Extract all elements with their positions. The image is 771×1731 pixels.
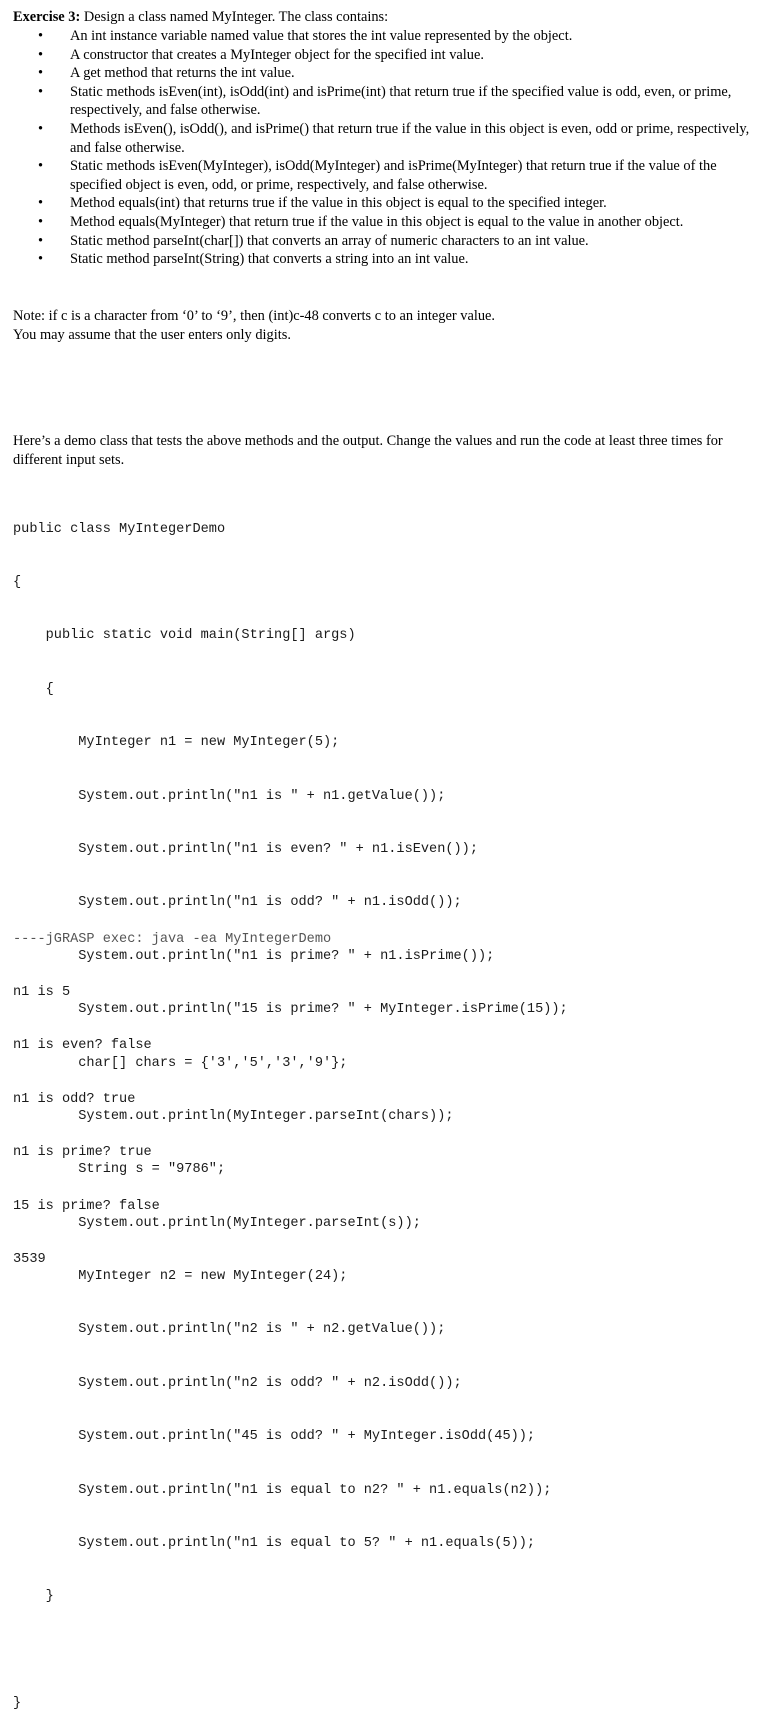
code-line: System.out.println("n2 is " + n2.getValue()); [13,1322,446,1338]
bullet-icon: • [38,195,44,212]
output-line: n1 is 5 [13,984,71,1000]
output-line: n1 is even? false [13,1038,152,1054]
list-item: • Method equals(MyInteger) that return true if the value in this object is equal to the value in another object. [38,213,684,230]
code-line: MyInteger n2 = new MyInteger(24); [13,1269,348,1285]
bullet-icon: • [38,65,44,82]
code-line: System.out.println("n1 is " + n1.getValue()); [13,788,446,804]
demo-intro: Here’s a demo class that tests the above methods and the output. Change the values and run the code at least three times for different input sets. [13,433,723,468]
code-line: System.out.println("n1 is equal to 5? " + n1.equals(5)); [13,1536,536,1552]
code-line: } [13,1589,54,1605]
output-line: n1 is prime? true [13,1145,152,1161]
exercise-heading [13,8,763,27]
exercise-description: Design a class named MyInteger. The class contains: [80,9,389,25]
bullet-icon: • [38,232,44,249]
code-line: String s = "9786"; [13,1162,226,1178]
code-line: System.out.println(MyInteger.parseInt(s)); [13,1215,421,1231]
bullet-icon: • [38,213,44,230]
code-line: System.out.println("n1 is equal to n2? " + n1.equals(n2)); [13,1482,552,1498]
code-line: char[] chars = {'3','5','3','9'}; [13,1055,348,1071]
bullet-icon: • [38,46,44,63]
code-line: } [13,1696,22,1712]
bullet-icon: • [38,83,44,100]
exec-line: ----jGRASP exec: java -ea MyIntegerDemo [13,931,332,947]
output-line: n1 is odd? true [13,1091,136,1107]
list-item: • Method equals(int) that returns true if the value in this object is equal to the specified integer. [38,195,607,212]
console-output [13,895,331,1287]
list-item: • A get method that returns the int value. [38,65,295,82]
list-item: • Static method parseInt(String) that converts a string into an int value. [38,251,469,268]
note-block [13,307,763,344]
list-item: • Methods isEven(), isOdd(), and isPrime() that return true if the value in this object is even, odd or prime, respectively, and false otherwise. [38,120,750,156]
bullet-icon: • [38,28,44,44]
code-line: System.out.println(MyInteger.parseInt(chars)); [13,1108,454,1124]
code-line: System.out.println("n1 is prime? " + n1.isPrime()); [13,948,495,964]
list-item: • Static method parseInt(char[]) that converts an array of numeric characters to an int value. [38,232,589,249]
exercise-label: Exercise 3: [13,9,81,25]
output-line: 15 is prime? false [13,1198,160,1214]
requirements-list [13,27,761,269]
code-line: System.out.println("45 is odd? " + MyInteger.isOdd(45)); [13,1429,536,1445]
code-line: { [13,574,22,590]
code-line: { [13,681,54,697]
bullet-icon: • [38,158,44,175]
note-line: You may assume that the user enters only digits. [13,326,291,343]
code-line: public static void main(String[] args) [13,628,356,644]
code-line: System.out.println("15 is prime? " + MyInteger.isPrime(15)); [13,1002,568,1018]
note-line: Note: if c is a character from ‘0’ to ‘9’, then (int)c-48 converts c to an integer value. [13,308,496,324]
code-line: System.out.println("n1 is odd? " + n1.isOdd()); [13,895,462,911]
list-item: • An int instance variable named value that stores the int value represented by the object. [38,28,573,44]
code-line [13,1642,568,1660]
code-line: System.out.println("n2 is odd? " + n2.isOdd()); [13,1375,462,1391]
bullet-icon: • [38,251,44,268]
bullet-icon: • [38,120,44,137]
code-line: public class MyIntegerDemo [13,521,226,537]
list-item: • Static methods isEven(int), isOdd(int) and isPrime(int) that return true if the specified value is odd, even, or prime, respectively, and false otherwise. [38,83,732,119]
code-line: System.out.println("n1 is even? " + n1.isEven()); [13,841,478,857]
output-line: 3539 [13,1251,46,1267]
list-item: • Static methods isEven(MyInteger), isOdd(MyInteger) and isPrime(MyInteger) that return true if the value of the specified object is even, odd, or prime, respectively, and false otherwise. [38,158,717,193]
list-item: • A constructor that creates a MyInteger object for the specified int value. [38,46,484,63]
code-line: MyInteger n1 = new MyInteger(5); [13,735,340,751]
